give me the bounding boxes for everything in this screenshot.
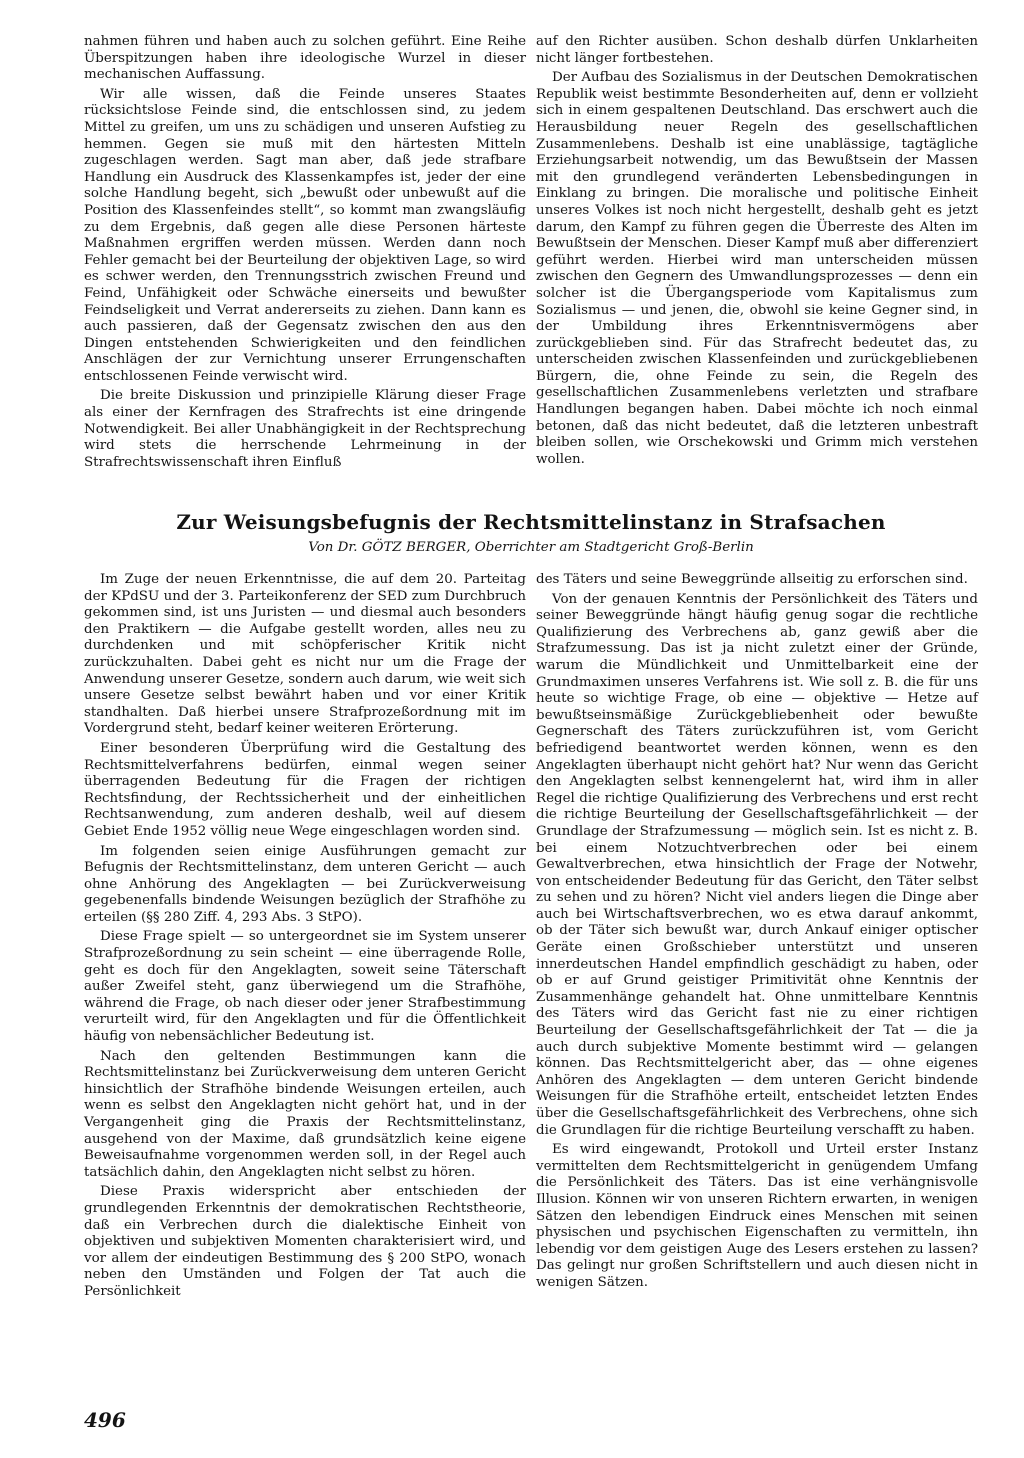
page-number: 496 bbox=[84, 1408, 126, 1432]
paragraph: Im Zuge der neuen Erkenntnisse, die auf dem 20. Parteitag der KPdSU und der 3. Parteikonferenz der SED zum Durchbruch gekommen sind, ist uns Juristen — und diesmal auch besonders den Praktikern — die Aufgabe gestellt worden, alles neu zu durchdenken und mit schöpferischer Kritik nicht zurückzuhalten. Dabei geht es nicht nur um die Frage der Anwendung unserer Gesetze, sondern auch darum, wie weit sich unsere Gesetze selbst bewährt haben und vor einer Kritik standhalten. Daß hierbei unsere Strafprozeßordnung mit im Vordergrund steht, bedarf keiner weiteren Erörterung. bbox=[84, 572, 526, 737]
article-left-column bbox=[84, 572, 526, 1372]
top-right-column bbox=[536, 34, 978, 504]
article-right-column bbox=[536, 572, 978, 1372]
paragraph: Diese Frage spielt — so untergeordnet sie im System unserer Strafprozeßordnung zu sein scheint — eine überragende Rolle, geht es doch für den Angeklagten, soweit seine Täterschaft außer Zweifel steht, ganz überwiegend um die Strafhöhe, während die Frage, ob nach dieser oder jener Strafbestimmung verurteilt wird, für den Angeklagten und für die Öffentlichkeit häufig von nebensächlicher Bedeutung ist. bbox=[84, 929, 526, 1045]
top-left-column bbox=[84, 34, 526, 504]
paragraph: Nach den geltenden Bestimmungen kann die Rechtsmittelinstanz bei Zurückverweisung dem unteren Gericht hinsichtlich der Strafhöhe bindende Weisungen erteilen, auch wenn es selbst den Angeklagten nicht gehört hat, und in der Vergangenheit ging die Praxis der Rechtsmittelinstanz, ausgehend von der Maxime, daß grundsätzlich keine eigene Beweisaufnahme vorgenommen werden soll, in der Regel auch tatsächlich dahin, den Angeklagten nicht selbst zu hören. bbox=[84, 1048, 526, 1180]
paragraph: des Täters und seine Beweggründe allseitig zu erforschen sind. bbox=[536, 572, 968, 587]
paragraph: Der Aufbau des Sozialismus in der Deutschen Demokratischen Republik weist bestimmte Besonderheiten auf, denn er vollzieht sich in einem gespaltenen Deutschland. Das erschwert auch die Herausbildung neuer Regeln des gesellschaftlichen Zusammenlebens. Deshalb ist eine unablässige, tagtägliche Erziehungsarbeit notwendig, um das Bewußtsein der Massen mit den grundlegend veränderten Lebensbedingungen in Einklang zu bringen. Die moralische und politische Einheit unseres Volkes ist noch nicht hergestellt, deshalb geht es jetzt darum, den Kampf zu führen gegen die Überreste des Alten im Bewußtsein der Menschen. Dieser Kampf muß aber differenziert geführt werden. Hierbei wird man unterscheiden müssen zwischen den Gegnern des Umwandlungsprozesses — denn ein solcher ist die Übergangsperiode vom Kapitalismus zum Sozialismus — und jenen, die, obwohl sie keine Gegner sind, in der Umbildung ihres Erkenntnisvermögens aber zurückgeblieben sind. Für das Strafrecht bedeutet das, zu unterscheiden zwischen Klassenfeinden und zurückgebliebenen Bürgern, die, ohne Feinde zu sein, die Regeln des gesellschaftlichen Zusammenlebens verletzten und strafbare Handlungen begangen haben. Dabei möchte ich noch einmal betonen, daß das nicht bedeutet, daß die letzteren unbestraft bleiben sollen, wie Orschekowski und Grimm mich verstehen wollen. bbox=[536, 70, 978, 467]
paragraph: Diese Praxis widerspricht aber entschieden der grundlegenden Erkenntnis der demokratischen Rechtstheorie, daß ein Verbrechen durch die dialektische Einheit von objektiven und subjektiven Momenten charakterisiert wird, und vor allem der eindeutigen Bestimmung des § 200 StPO, wonach neben den Umständen und Folgen der Tat auch die Persönlichkeit bbox=[84, 1184, 526, 1299]
paragraph: Einer besonderen Überprüfung wird die Gestaltung des Rechtsmittelverfahrens bedürfen, einmal wegen seiner überragenden Bedeutung für die Fragen der richtigen Rechtsfindung, der Rechtssicherheit und der einheitlichen Rechtsanwendung, zum anderen deshalb, weil auf diesem Gebiet Ende 1952 völlig neue Wege eingeschlagen worden sind. bbox=[84, 740, 526, 839]
top-section bbox=[84, 34, 978, 504]
paragraph: nahmen führen und haben auch zu solchen geführt. Eine Reihe Überspitzungen haben ihre ideologische Wurzel in dieser mechanischen Auffassung. bbox=[84, 34, 526, 83]
paragraph: Wir alle wissen, daß die Feinde unseres Staates rücksichtslose Feinde sind, die entschlossen sind, zu jedem Mittel zu greifen, um uns zu schädigen und unseren Aufstieg zu hemmen. Gegen sie muß mit den härtesten Mitteln zugeschlagen werden. Sagt man aber, daß jede strafbare Handlung ein Ausdruck des Klassenkampfes ist, jeder der eine solche Handlung begeht, sich „bewußt oder unbewußt auf die Position des Klassenfeindes stellt“, so kommt man zwangsläufig zu dem Ergebnis, daß gegen alle diese Personen härteste Maßnahmen ergriffen werden müssen. Werden dann noch Fehler gemacht bei der Beurteilung der objektiven Lage, so wird es schwer werden, den Trennungsstrich zwischen Freund und Feind, Unfähigkeit oder Schwäche einerseits und bewußter Feindseligkeit und Verrat andererseits zu ziehen. Dann kann es auch passieren, daß der Gegensatz zwischen den aus den Dingen entstehenden Schwierigkeiten und den feindlichen Anschlägen der zur Vernichtung unserer Errungenschaften entschlossenen Feinde verwischt wird. bbox=[84, 86, 526, 384]
article-body bbox=[84, 572, 978, 1372]
paragraph: Es wird eingewandt, Protokoll und Urteil erster Instanz vermittelten dem Rechtsmittelgericht in genügendem Umfang die Persönlichkeit des Täters. Das ist eine verhängnisvolle Illusion. Können wir von unseren Richtern erwarten, in wenigen Sätzen den lebendigen Eindruck eines Menschen mit seinen physischen und psychischen Eigenschaften zu vermitteln, ihn lebendig vor dem geistigen Auge des Lesers erstehen zu lassen? Das gelingt nur großen Schriftstellern und auch diesen nicht in wenigen Sätzen. bbox=[536, 1142, 978, 1290]
paragraph: Die breite Diskussion und prinzipielle Klärung dieser Frage als einer der Kernfragen des Strafrechts ist eine dringende Notwendigkeit. Bei aller Unabhängigkeit in der Rechtsprechung wird stets die herrschende Lehrmeinung in der Strafrechtswissenschaft ihren Einfluß bbox=[84, 388, 526, 470]
article-title: Zur Weisungsbefugnis der Rechtsmittelinstanz in Strafsachen bbox=[176, 510, 886, 534]
paragraph: Von der genauen Kenntnis der Persönlichkeit des Täters und seiner Beweggründe hängt häufig genug sogar die rechtliche Qualifizierung des Verbrechens ab, ganz gewiß aber die Strafzumessung. Das ist ja nicht zuletzt einer der Gründe, warum die Mündlichkeit und Unmittelbarkeit eine der Grundmaximen unseres Verfahrens ist. Wie soll z. B. die für uns heute so wichtige Frage, ob eine — objektive — Hetze auf bewußtseinsmäßige Zurückgebliebenheit oder bewußte Gegnerschaft des Täters zurückzuführen ist, vom Gericht befriedigend beantwortet werden können, wenn es den Angeklagten überhaupt nicht gehört hat? Nur wenn das Gericht den Angeklagten selbst kennengelernt hat, wird ihm in aller Regel die richtige Qualifizierung des Verbrechens und erst recht die richtige Beurteilung der Gesellschaftsgefährlichkeit — der Grundlage der Strafzumessung — möglich sein. Ist es nicht z. B. bei einem Notzuchtverbrechen oder bei einem Gewaltverbrechen, etwa hinsichtlich der Frage der Notwehr, von entscheidender Bedeutung für das Gericht, den Täter selbst zu sehen und zu hören? Nicht viel anders liegen die Dinge aber auch bei Wirtschaftsverbrechen, wo es etwa darauf ankommt, ob der Täter sich bewußt war, durch Ankauf einiger optischer Geräte einen Großschieber unterstützt und unseren innerdeutschen Handel empfindlich geschädigt zu haben, oder ob er auf Grund geistiger Primitivität ohne Kenntnis der Zusammenhänge gehandelt hat. Ohne unmittelbare Kenntnis des Täters wird das Gericht fast nie zu einer richtigen Beurteilung der Gesellschaftsgefährlichkeit der Tat — die ja auch durch subjektive Momente bestimmt wird — gelangen können. Das Rechtsmittelgericht aber, das — ohne eigenes Anhören des Angeklagten — dem unteren Gericht bindende Weisungen für die Strafhöhe erteilt, entscheidet letzten Endes über die Gesellschaftsgefährlichkeit des Verbrechens, ohne sich die Grundlagen für die richtige Beurteilung verschafft zu haben. bbox=[536, 591, 978, 1138]
article-byline: Von Dr. GÖTZ BERGER, Oberrichter am Stadtgericht Groß-Berlin bbox=[308, 540, 754, 555]
paragraph: Im folgenden seien einige Ausführungen gemacht zur Befugnis der Rechtsmittelinstanz, dem unteren Gericht — auch ohne Anhörung des Angeklagten — bei Zurückverweisung gegebenenfalls bindende Weisungen bezüglich der Strafhöhe zu erteilen (§§ 280 Ziff. 4, 293 Abs. 3 StPO). bbox=[84, 843, 526, 925]
paragraph: auf den Richter ausüben. Schon deshalb dürfen Unklarheiten nicht länger fortbestehen. bbox=[536, 34, 978, 66]
